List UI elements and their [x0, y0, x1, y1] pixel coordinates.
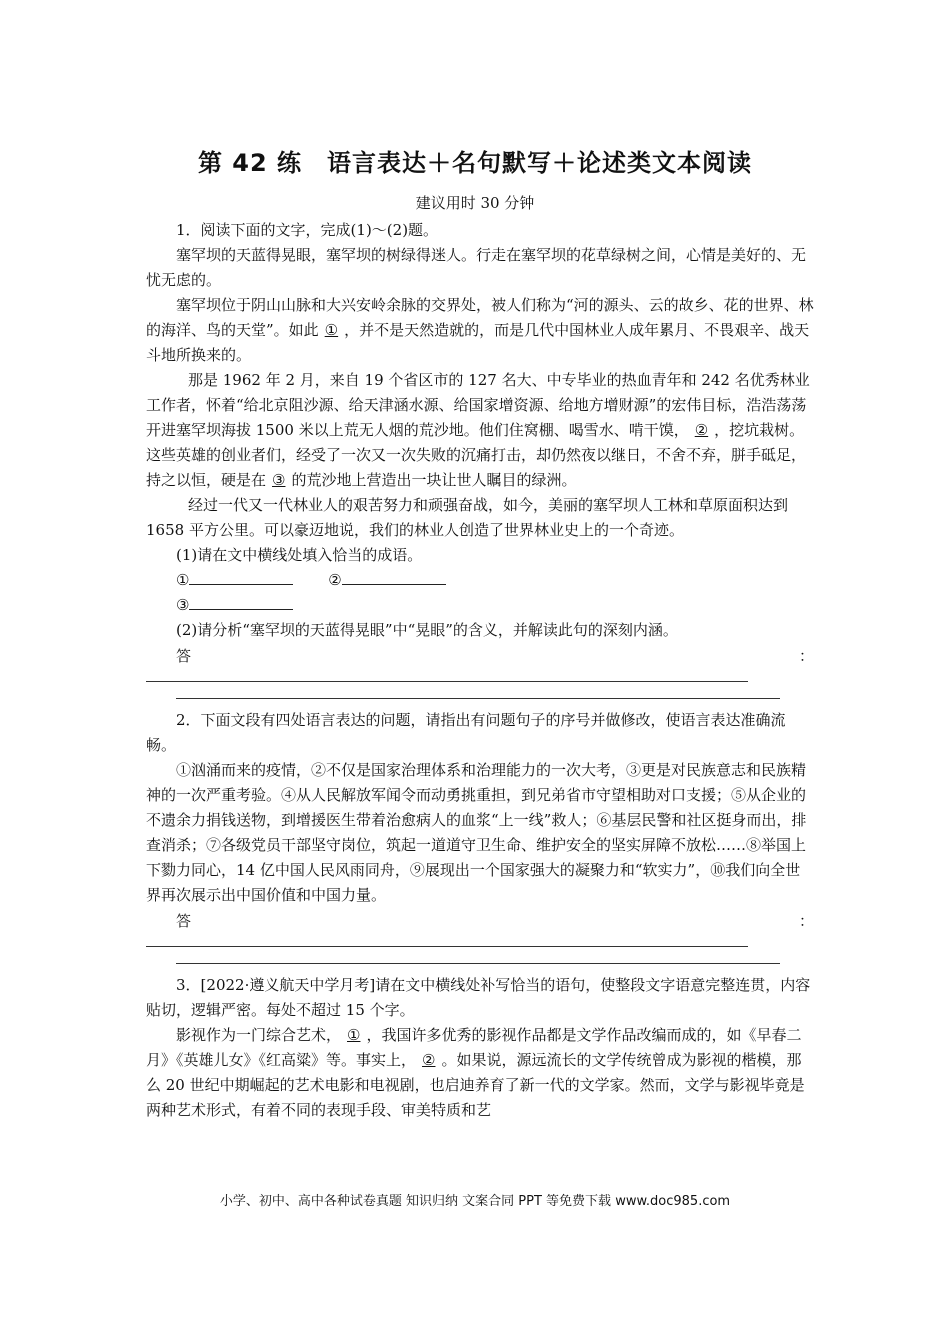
answer-line[interactable]	[146, 934, 748, 947]
q1-paragraph-3	[146, 368, 814, 493]
answer-line[interactable]	[176, 682, 780, 699]
answer-marker-2: ②	[328, 571, 342, 589]
answer-marker-3: ③	[176, 596, 190, 614]
answer-marker-1: ①	[176, 571, 190, 589]
page-title: 第 42 练 语言表达＋名句默写＋论述类文本阅读	[197, 149, 753, 177]
fill-blank-1[interactable]: ①	[324, 321, 339, 339]
answer-blank-1[interactable]	[189, 569, 293, 585]
answer-blank-2[interactable]	[342, 569, 446, 585]
answer-label-row-q1	[146, 644, 814, 669]
fill-blank-2[interactable]: ②	[694, 421, 709, 439]
question-1	[146, 218, 814, 699]
question-3-stem: 3．[2022·遵义航天中学月考]请在文中横线处补写恰当的语句，使整段文字语意完整连贯，内容贴切，逻辑严密。每处不超过 15 个字。	[146, 976, 811, 1019]
answer-blanks-row-2	[146, 593, 814, 618]
answer-colon: ：	[798, 647, 814, 665]
answer-line[interactable]	[146, 669, 748, 682]
q1-paragraph-1: 塞罕坝的天蓝得晃眼，塞罕坝的树绿得迷人。行走在塞罕坝的花草绿树之间，心情是美好的、无忧无虑的。	[146, 246, 807, 289]
answer-colon: ：	[798, 912, 814, 930]
suggested-time: 建议用时 30 分钟	[415, 194, 535, 212]
question-3	[146, 973, 814, 1123]
q3-passage-text-a: 影视作为一门综合艺术，	[176, 1026, 342, 1044]
question-1-stem: 1．阅读下面的文字，完成(1)～(2)题。	[176, 221, 439, 239]
sub-question-2: (2)请分析“塞罕坝的天蓝得晃眼”中“晃眼”的含义，并解读此句的深刻内涵。	[176, 621, 678, 639]
answer-line[interactable]	[176, 947, 780, 964]
q1-paragraph-3-text-a: 那是 1962 年 2 月，来自 19 个省区市的 127 名大、中专毕业的热血青年和 242 名优秀林业工作者，怀着“给北京阻沙源、给天津涵水源、给国家增资源、给地方增财源”的宏伟目标，浩浩荡荡开进塞罕坝海拔 1500 米以上荒无人烟的荒沙地。他们住窝棚、喝雪水、啃干馍，	[146, 371, 810, 439]
question-2-stem: 2．下面文段有四处语言表达的问题，请指出有问题句子的序号并做修改，使语言表达准确流畅。	[146, 711, 786, 754]
fill-blank-3[interactable]: ③	[272, 471, 286, 489]
answer-label-row-q2	[146, 909, 814, 934]
q1-paragraph-2	[146, 293, 814, 368]
q1-paragraph-3-text-c: 的荒沙地上营造出一块让世人瞩目的绿洲。	[291, 471, 577, 489]
q1-paragraph-4: 经过一代又一代林业人的艰苦努力和顽强奋战，如今，美丽的塞罕坝人工林和草原面积达到 1658 平方公里。可以豪迈地说，我们的林业人创造了世界林业史上的一个奇迹。	[146, 496, 789, 539]
answer-label: 答	[176, 647, 192, 665]
answer-blank-3[interactable]	[189, 594, 293, 610]
answer-blanks-row-1	[146, 568, 814, 593]
q3-passage	[146, 1023, 814, 1123]
q3-passage-text-b: ，我国许多优秀的影视作品都是文学作品改编而成的，如《早春二月》《英雄儿女》《红高粱》等。事实上，	[146, 1026, 802, 1069]
fill-blank-q3-2[interactable]: ②	[422, 1051, 436, 1069]
answer-label: 答	[176, 912, 192, 930]
q1-paragraph-2-text-a: 塞罕坝位于阴山山脉和大兴安岭余脉的交界处，被人们称为“河的源头、云的故乡、花的世界、林的海洋、鸟的天堂”。如此	[146, 296, 814, 339]
fill-blank-q3-1[interactable]: ①	[347, 1026, 361, 1044]
question-2	[146, 708, 814, 964]
q3-passage-text-c: 。如果说，源远流长的文学传统曾成为影视的楷模，那么 20 世纪中期崛起的艺术电影和电视剧，也启迪养育了新一代的文学家。然而，文学与影视毕竟是两种艺术形式，有着不同的表现手段、审美特质和艺	[146, 1051, 805, 1119]
q1-paragraph-3-text-b: ，挖坑栽树。这些英雄的创业者们，经受了一次又一次失败的沉痛打击，却仍然夜以继日，不舍不弃，胼手砥足，持之以恒，硬是在	[146, 421, 807, 489]
footer-download-notice: 小学、初中、高中各种试卷真题 知识归纳 文案合同 PPT 等免费下载 www.doc985.com	[219, 1194, 731, 1209]
q1-paragraph-2-text-b: ，并不是天然造就的，而是几代中国林业人成年累月、不畏艰辛、战天斗地所换来的。	[146, 321, 810, 364]
exercise-content	[146, 218, 814, 1123]
sub-question-1: (1)请在文中横线处填入恰当的成语。	[176, 546, 423, 564]
q2-passage: ①汹涌而来的疫情，②不仅是国家治理体系和治理能力的一次大考，③更是对民族意志和民族精神的一次严重考验。④从人民解放军闻令而动勇挑重担，到兄弟省市守望相助对口支援；⑤从企业的不遗余力捐钱送物，到增援医生带着治愈病人的血浆“上一线”救人；⑥基层民警和社区挺身而出，排查消杀；⑦各级党员干部坚守岗位，筑起一道道守卫生命、维护安全的坚实屏障不放松……⑧举国上下勠力同心，14 亿中国人民风雨同舟，⑨展现出一个国家强大的凝聚力和“软实力”，⑩我们向全世界再次展示出中国价值和中国力量。	[146, 761, 807, 904]
